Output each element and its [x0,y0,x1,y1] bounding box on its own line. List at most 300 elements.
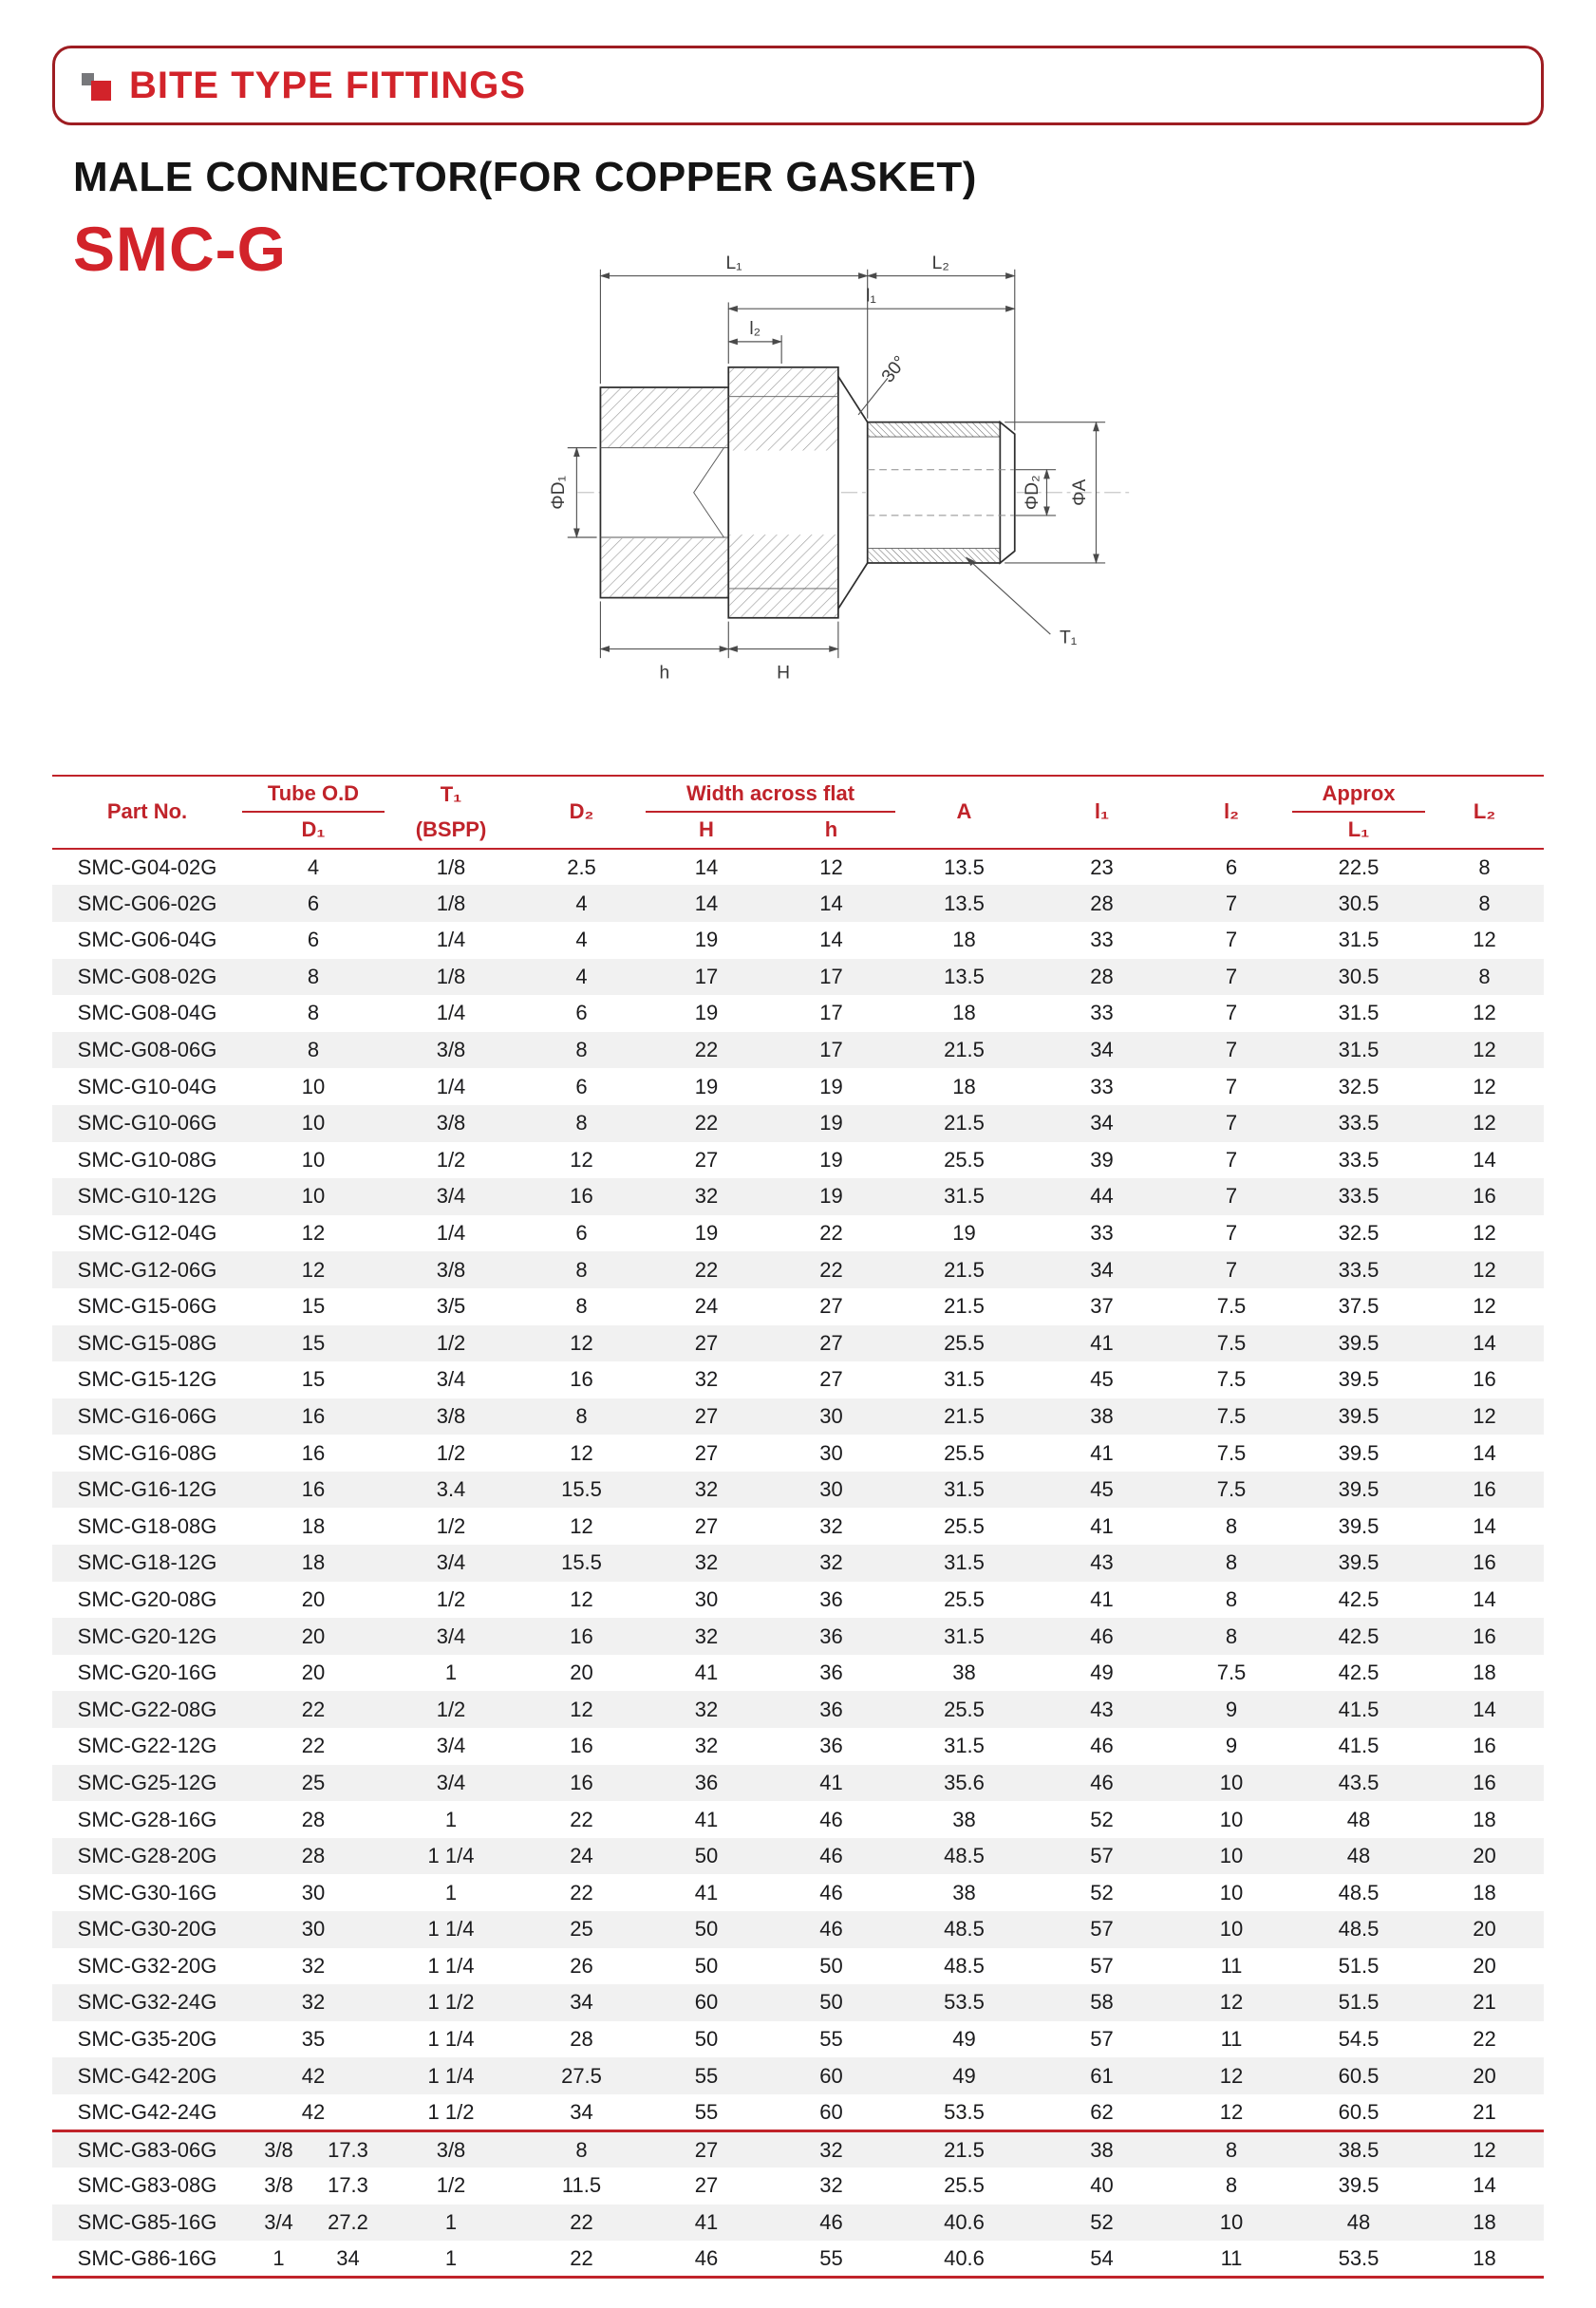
d2-cell: 28 [570,2027,593,2052]
h-cell: 50 [694,1917,719,1942]
a-cell: 53.5 [944,2099,985,2124]
l2-cell: 14 [1473,1330,1496,1355]
d2-cell: 22 [570,1880,593,1905]
l1-cell: 61 [1090,2063,1114,2088]
l2-cell: 7 [1225,1257,1238,1282]
t1-cell: 1 1/4 [427,1844,475,1868]
table-row [52,885,1544,922]
h-cell: 32 [694,1477,719,1502]
tube-od-cell: 16 [301,1403,326,1428]
spec-table-body [52,849,1544,2278]
l2-cell: 10 [1219,1917,1244,1942]
t1-cell: 1 1/4 [427,2063,475,2088]
h-cell: 30 [819,1403,843,1428]
h-cell: 41 [694,1661,719,1685]
l1-cell: 39.5 [1338,1330,1380,1355]
d2-cell: 6 [575,1001,588,1025]
h-cell: 60 [819,2063,843,2088]
h-cell: 19 [694,1001,719,1025]
l2-cell: 8 [1225,1550,1238,1575]
l1-cell: 41 [1090,1330,1114,1355]
d2-cell: 20 [570,1661,593,1685]
l1-cell: 39.5 [1338,1513,1380,1538]
h-cell: 14 [819,891,843,915]
part-no-cell: SMC-G20-16G [77,1661,217,1685]
l2-cell: 12 [1473,928,1496,952]
t1-cell: 1/8 [436,964,466,988]
l2-cell: 14 [1473,1147,1496,1172]
l1-cell: 42.5 [1338,1661,1380,1685]
t1-cell: 1/8 [436,854,466,879]
a-cell: 31.5 [944,1477,985,1502]
tube-od-cell: 18 [301,1513,326,1538]
l1-cell: 48.5 [1338,1917,1380,1942]
h-cell: 32 [694,1184,719,1209]
table-row [52,2131,1544,2168]
t1-cell: 3/4 [436,1734,466,1758]
h-cell: 14 [819,928,843,952]
table-row [52,849,1544,886]
t1-cell: 3.4 [436,1477,466,1502]
h-cell: 27 [694,1440,719,1465]
t1-cell: 1 [444,1880,458,1905]
a-cell: 18 [952,1074,976,1098]
table-row [52,1545,1544,1582]
a-cell: 21.5 [895,2131,1033,2168]
l2-cell: 11 [1220,2027,1243,2052]
d2-cell: 11.5 [561,2173,602,2198]
h-cell: 50 [819,1990,843,2015]
table-row [52,2241,1544,2278]
l1-cell: 41 [1090,1440,1114,1465]
l2-cell: 11 [1220,1953,1243,1978]
table-row [52,1361,1544,1398]
l1-cell: 58 [1090,1990,1114,2015]
l2-cell: 8 [1225,1623,1238,1648]
t1-cell: 3/8 [436,1038,466,1062]
tube-od-cell: 32 [301,1953,326,1978]
l2-cell: 7 [1225,1111,1238,1135]
h-cell: 22 [819,1257,843,1282]
tube-od-cell: 3/4 27.2 [264,2210,368,2235]
h-cell: 19 [819,1184,843,1209]
part-no-cell: SMC-G28-16G [77,1807,217,1831]
col-header-d1: D₁ [242,812,385,848]
tube-od-cell: 12 [301,1221,326,1246]
brand-logo-icon [80,68,114,103]
table-row [52,1032,1544,1069]
col-header-L1-cap: L₁ [1292,812,1425,848]
table-row [52,1948,1544,1985]
table-row [52,1142,1544,1179]
l1-cell: 33 [1090,928,1114,952]
part-no-cell: SMC-G10-12G [77,1184,217,1209]
part-no-cell: SMC-G15-12G [77,1367,217,1392]
t1-cell: 1 1/2 [427,1990,475,2015]
l1-cell: 62 [1090,2099,1114,2124]
d2-cell: 26 [570,1953,593,1978]
d2-cell: 22 [570,1807,593,1831]
l2-cell: 7.5 [1216,1367,1247,1392]
col-header-l1: l₁ [1033,776,1171,849]
h-cell: 41 [694,2210,719,2235]
l1-cell: 57 [1090,1917,1114,1942]
tube-od-cell: 1 34 [272,2245,360,2270]
part-no-cell: SMC-G08-02G [77,964,217,988]
tube-od-cell: 16 [301,1440,326,1465]
h-cell: 32 [694,1697,719,1721]
l1-cell: 39.5 [1338,2173,1380,2198]
d2-cell: 12 [570,1147,593,1172]
tube-od-cell: 8 [307,1038,320,1062]
model-code: SMC-G [73,214,287,284]
table-row [52,1618,1544,1655]
a-cell: 31.5 [944,1734,985,1758]
tube-od-cell: 10 [301,1147,326,1172]
dim-label-angle: 30° [877,352,911,387]
l2-cell: 12 [1219,1990,1244,2015]
t1-cell: 1/2 [436,1440,466,1465]
l2-cell: 18 [1473,1880,1496,1905]
h-cell: 27 [646,2131,767,2168]
l2-cell: 8 [1478,854,1491,879]
dim-label-phi-d2: ΦD₂ [1022,475,1042,511]
l1-cell: 46 [1090,1770,1114,1794]
a-cell: 13.5 [944,964,985,988]
h-cell: 36 [819,1586,843,1611]
h-cell: 60 [819,2099,843,2124]
t1-cell: 1 [444,2210,458,2235]
tube-od-cell: 32 [301,1990,326,2015]
tube-od-cell: 10 [301,1074,326,1098]
col-header-l2: l₂ [1171,776,1292,849]
l1-cell: 34 [1090,1038,1114,1062]
l1-cell: 51.5 [1338,1990,1380,2015]
d2-cell: 8 [575,1403,588,1428]
h-cell: 22 [694,1038,719,1062]
t1-cell: 3/4 [436,1623,466,1648]
t1-cell: 3/8 [385,2131,517,2168]
h-cell: 32 [819,1513,843,1538]
col-header-h-low: h [767,812,895,848]
a-cell: 21.5 [944,1403,985,1428]
l1-cell: 30.5 [1338,964,1380,988]
a-cell: 25.5 [944,1440,985,1465]
l1-cell: 38 [1090,1403,1114,1428]
section-title: BITE TYPE FITTINGS [129,64,527,106]
l1-cell: 60.5 [1338,2099,1380,2124]
h-cell: 32 [694,1734,719,1758]
h-cell: 55 [819,2245,843,2270]
part-no-cell: SMC-G12-06G [77,1257,217,1282]
table-row [52,1105,1544,1142]
l2-cell: 7 [1225,964,1238,988]
l1-cell: 46 [1090,1734,1114,1758]
part-no-cell: SMC-G10-08G [77,1147,217,1172]
l1-cell: 43.5 [1338,1770,1380,1794]
h-cell: 32 [819,1550,843,1575]
l1-cell: 37 [1090,1294,1114,1319]
l1-cell: 39.5 [1338,1550,1380,1575]
d2-cell: 6 [575,1221,588,1246]
l2-cell: 16 [1473,1623,1496,1648]
a-cell: 21.5 [944,1257,985,1282]
l2-cell: 20 [1473,1953,1496,1978]
t1-cell: 3/4 [436,1184,466,1209]
l2-cell: 12 [1473,1403,1496,1428]
d2-cell: 12 [570,1697,593,1721]
col-header-H-cap: H [646,812,767,848]
tube-od-cell: 3/8 17.3 [242,2131,385,2168]
table-row [52,1728,1544,1765]
h-cell: 14 [694,891,719,915]
a-cell: 18 [952,928,976,952]
d2-cell: 8 [575,1257,588,1282]
tube-od-cell: 6 [307,928,320,952]
l2-cell: 14 [1473,2173,1496,2198]
tube-od-cell: 35 [301,2027,326,2052]
l2-cell: 7.5 [1216,1403,1247,1428]
t1-cell: 1/2 [436,1586,466,1611]
l2-cell: 9 [1225,1734,1238,1758]
table-row [52,995,1544,1032]
part-no-cell: SMC-G83-06G [52,2131,242,2168]
l2-cell: 7 [1225,1221,1238,1246]
l1-cell: 32.5 [1338,1221,1380,1246]
d2-cell: 2.5 [567,854,596,879]
l2-cell: 7 [1225,1001,1238,1025]
d2-cell: 15.5 [561,1477,602,1502]
l2-cell: 20 [1473,1844,1496,1868]
table-row [52,1984,1544,2021]
t1-cell: 1/4 [436,1001,466,1025]
t1-cell: 3/4 [436,1550,466,1575]
part-no-cell: SMC-G85-16G [77,2210,217,2235]
table-row [52,1288,1544,1325]
h-cell: 50 [694,1953,719,1978]
part-no-cell: SMC-G10-06G [77,1111,217,1135]
table-row [52,1435,1544,1472]
a-cell: 25.5 [944,1330,985,1355]
l2-cell: 12 [1219,2063,1244,2088]
dim-label-H: H [777,663,791,684]
h-cell: 46 [819,1807,843,1831]
l1-cell: 32.5 [1338,1074,1380,1098]
l2-cell: 14 [1473,1697,1496,1721]
t1-cell: 3/4 [436,1770,466,1794]
l1-cell: 54.5 [1338,2027,1380,2052]
l2-cell: 16 [1473,1770,1496,1794]
a-cell: 25.5 [944,2173,985,2198]
l2-cell: 8 [1225,1586,1238,1611]
part-no-cell: SMC-G86-16G [77,2245,217,2270]
l2-cell: 20 [1473,2063,1496,2088]
l1-cell: 33 [1090,1001,1114,1025]
l1-cell: 52 [1090,1880,1114,1905]
a-cell: 35.6 [944,1770,985,1794]
l1-cell: 48 [1346,1844,1371,1868]
dim-label-L2: L₂ [931,253,949,273]
h-cell: 46 [819,1917,843,1942]
t1-cell: 1 [444,1807,458,1831]
h-cell: 41 [819,1770,843,1794]
h-cell: 46 [819,2210,843,2235]
part-no-cell: SMC-G10-04G [77,1074,217,1098]
h-cell: 50 [819,1953,843,1978]
col-header-a: A [895,776,1033,849]
l1-cell: 33.5 [1338,1111,1380,1135]
l1-cell: 52 [1090,1807,1114,1831]
t1-cell: 3/8 [436,1257,466,1282]
l2-cell: 16 [1473,1184,1496,1209]
part-no-cell: SMC-G42-24G [77,2099,217,2124]
h-cell: 27 [819,1330,843,1355]
h-cell: 46 [819,1880,843,1905]
tube-od-cell: 8 [307,1001,320,1025]
a-cell: 31.5 [944,1184,985,1209]
table-row [52,1068,1544,1105]
l2-cell: 10 [1219,2210,1244,2235]
table-row [52,2205,1544,2242]
h-cell: 46 [694,2245,719,2270]
l1-cell: 33 [1090,1221,1114,1246]
h-cell: 22 [819,1221,843,1246]
l2-cell: 18 [1473,2210,1496,2235]
d2-cell: 12 [570,1330,593,1355]
t1-cell: 3/4 [436,1367,466,1392]
part-no-cell: SMC-G16-12G [77,1477,217,1502]
d2-cell: 22 [570,2210,593,2235]
table-row [52,1655,1544,1692]
l1-cell: 41.5 [1338,1697,1380,1721]
l1-cell: 42.5 [1338,1623,1380,1648]
l2-cell: 6 [1225,854,1238,879]
h-cell: 55 [694,2063,719,2088]
table-row [52,1691,1544,1728]
h-cell: 55 [819,2027,843,2052]
col-header-bspp: (BSPP) [385,812,517,848]
l1-cell: 39.5 [1338,1403,1380,1428]
part-no-cell: SMC-G30-20G [77,1917,217,1942]
l1-cell: 38.5 [1292,2131,1425,2168]
l1-cell: 33 [1090,1074,1114,1098]
l1-cell: 28 [1090,964,1114,988]
dim-label-T1: T₁ [1059,628,1078,648]
table-row [52,1838,1544,1875]
d2-cell: 4 [575,891,588,915]
h-cell: 17 [694,964,719,988]
l1-cell: 44 [1090,1184,1114,1209]
table-row [52,2094,1544,2131]
table-row [52,959,1544,996]
a-cell: 53.5 [944,1990,985,2015]
d2-cell: 12 [570,1440,593,1465]
l2-cell: 18 [1473,1661,1496,1685]
l1-cell: 22.5 [1338,854,1380,879]
h-cell: 19 [694,1074,719,1098]
tube-od-cell: 8 [307,964,320,988]
l2-cell: 22 [1473,2027,1496,2052]
l2-cell: 12 [1473,1221,1496,1246]
t1-cell: 1 [444,2245,458,2270]
h-cell: 32 [819,2173,843,2198]
h-cell: 36 [819,1623,843,1648]
t1-cell: 1 [444,1661,458,1685]
d2-cell: 25 [570,1917,593,1942]
part-no-cell: SMC-G16-08G [77,1440,217,1465]
part-no-cell: SMC-G15-06G [77,1294,217,1319]
l1-cell: 45 [1090,1367,1114,1392]
h-cell: 50 [694,1844,719,1868]
part-no-cell: SMC-G16-06G [77,1403,217,1428]
l2-cell: 10 [1219,1880,1244,1905]
l1-cell: 31.5 [1338,928,1380,952]
part-no-cell: SMC-G22-12G [77,1734,217,1758]
l1-cell: 39.5 [1338,1477,1380,1502]
a-cell: 31.5 [944,1550,985,1575]
tube-od-cell: 20 [301,1661,326,1685]
tube-od-cell: 6 [307,891,320,915]
l1-cell: 42.5 [1338,1586,1380,1611]
table-row [52,1874,1544,1911]
l1-cell: 34 [1090,1257,1114,1282]
h-cell: 46 [819,1844,843,1868]
a-cell: 31.5 [944,1623,985,1648]
tube-od-cell: 30 [301,1880,326,1905]
tube-od-cell: 3/8 17.3 [264,2173,368,2198]
col-header-tube-od: Tube O.D [242,776,385,812]
h-cell: 36 [819,1661,843,1685]
d2-cell: 4 [575,928,588,952]
a-cell: 49 [952,2027,976,2052]
d2-cell: 16 [570,1184,593,1209]
table-row [52,1215,1544,1252]
h-cell: 27 [694,1513,719,1538]
table-row [52,1472,1544,1509]
tube-od-cell: 20 [301,1623,326,1648]
tube-od-cell: 30 [301,1917,326,1942]
h-cell: 36 [819,1734,843,1758]
d2-cell: 12 [570,1513,593,1538]
d2-cell: 16 [570,1367,593,1392]
d2-cell: 12 [570,1586,593,1611]
part-no-cell: SMC-G30-16G [77,1880,217,1905]
tube-od-cell: 20 [301,1586,326,1611]
tube-od-cell: 12 [301,1257,326,1282]
l2-cell: 7.5 [1216,1661,1247,1685]
t1-cell: 1/2 [436,1513,466,1538]
table-row [52,1251,1544,1288]
a-cell: 49 [952,2063,976,2088]
l2-cell: 8 [1225,2173,1238,2198]
h-cell: 36 [694,1770,719,1794]
h-cell: 30 [819,1477,843,1502]
l1-cell: 40 [1090,2173,1114,2198]
h-cell: 32 [694,1623,719,1648]
l1-cell: 43 [1090,1550,1114,1575]
d2-cell: 8 [575,1111,588,1135]
l2-cell: 8 [1478,964,1491,988]
h-cell: 17 [819,1038,843,1062]
dim-label-h: h [659,663,670,684]
h-cell: 27 [694,1147,719,1172]
h-cell: 24 [694,1294,719,1319]
part-no-cell: SMC-G06-02G [77,891,217,915]
part-no-cell: SMC-G28-20G [77,1844,217,1868]
fitting-cross-section [600,367,1014,618]
l2-cell: 7.5 [1216,1440,1247,1465]
l1-cell: 28 [1090,891,1114,915]
